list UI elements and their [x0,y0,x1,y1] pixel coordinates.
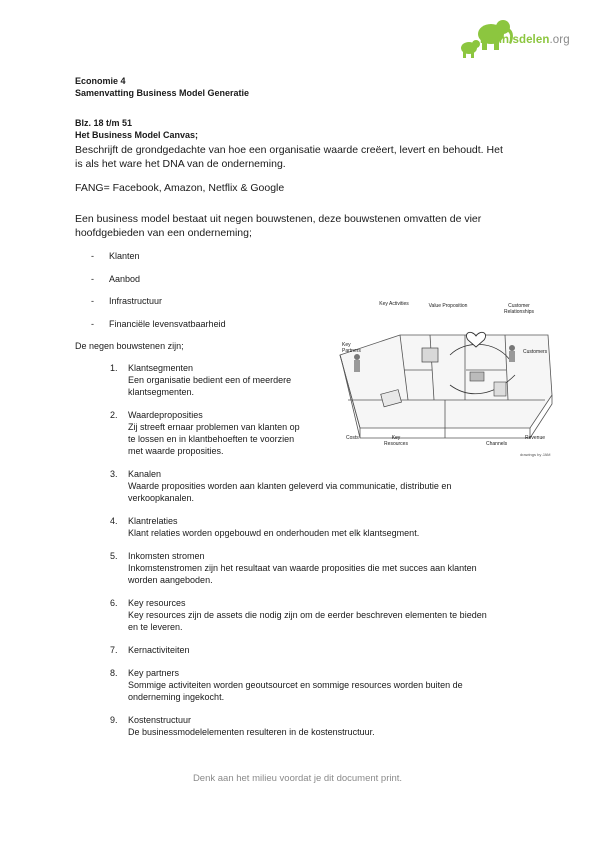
list-item: 3. Kanalen Waarde proposities worden aan klanten geleverd via communicatie, distributie en verkoopkanalen. [110,468,530,504]
item-line: worden aangeboden. [128,575,213,585]
item-title: Key resources [128,598,186,608]
list-item: 9. Kostenstructuur De businessmodelelementen resulteren in de kostenstructuur. [110,714,530,738]
list-item: 5. Inkomsten stromen Inkomstenstromen zijn het resultaat van waarde proposities die met succes aan klanten worden aangeboden. [110,550,530,586]
customer-figure-icon [509,345,515,351]
item-title: Klantrelaties [128,516,178,526]
model-line-2: hoofdgebieden van een onderneming; [75,227,252,239]
footer-note: Denk aan het milieu voordat je dit document print. [192,773,403,784]
drawing-credit: drawings by JAM [520,452,551,457]
label-customer-relationships: Customer Relationships [503,303,535,315]
item-line: Sommige activiteiten worden geoutsourcet en sommige resources worden buiten de [128,680,463,690]
partner-figure-icon [354,354,360,360]
item-title: Klantsegmenten [128,363,194,373]
list-item: 4. Klantrelaties Klant relaties worden opgebouwd en onderhouden met elk klantsegment. [110,515,530,539]
page-range: Blz. 18 t/m 51 [75,118,133,128]
list-item: - Aanbod [91,273,141,284]
section-heading: Het Business Model Canvas; [75,130,199,140]
item-line: Inkomstenstromen zijn het resultaat van waarde proposities die met succes aan klanten [128,563,477,573]
logo-text: Kennisdelen.org [480,34,570,46]
item-line: Klant relaties worden opgebouwd en onderhouden met elk klantsegment. [128,528,420,538]
item-title: Kernactiviteiten [128,645,190,655]
item-line: met waarde proposities. [128,446,224,456]
item-line: verkoopkanalen. [128,493,195,503]
item-title: Waardeproposities [128,410,203,420]
list-item: - Infrastructuur [91,296,163,306]
list-item: - Klanten [91,251,140,261]
course-title: Economie 4 [75,76,126,86]
list-item: 2. Waardeproposities Zij streeft ernaar problemen van klanten op te lossen en in klantbehoeften te voorzien met waarde proposities. [110,409,530,457]
document-subtitle: Samenvatting Business Model Generatie [75,88,250,98]
nine-blocks-intro: De negen bouwstenen zijn; [75,341,184,351]
label-value-proposition: Value Proposition [428,303,468,309]
label-costs: Costs [346,435,359,441]
list-item: 7. Kernactiviteiten [110,644,530,656]
list-item: 8. Key partners Sommige activiteiten worden geoutsourcet en sommige resources worden buiten de onderneming ingekocht. [110,667,530,703]
item-title: Key partners [128,668,180,678]
label-key-partners: Key Partners [342,342,361,354]
label-key-resources: Key Resources [384,435,408,447]
item-line: Key resources zijn de assets die nodig zijn om de eerder beschreven elementen te bieden [128,610,487,620]
item-line: De businessmodelelementen resulteren in de kostenstructuur. [128,727,375,737]
label-revenue: Revenue [525,435,546,441]
intro-line-1: Beschrijft de grondgedachte van hoe een organisatie waarde creëert, levert en behoudt. Het [75,144,503,156]
model-line-1: Een business model bestaat uit negen bouwstenen, deze bouwstenen omvatten de vier [75,213,482,225]
list-item: 6. Key resources Key resources zijn de assets die nodig zijn om de eerder beschreven elementen te bieden en te leveren. [110,597,530,633]
fang-line: FANG= Facebook, Amazon, Netflix & Google [75,182,285,194]
gift-icon [422,348,438,362]
customer-figure-body [509,351,515,362]
kennisdelen-logo [458,14,576,62]
item-line: klantsegmenten. [128,387,195,397]
intro-line-2: is als het ware het DNA van de onderneming. [75,158,286,170]
label-customers: Customers [523,349,548,355]
item-title: Kostenstructuur [128,715,192,725]
nine-building-blocks-list [110,362,530,738]
item-line: Een organisatie bedient een of meerdere [128,375,292,385]
item-line: en te leveren. [128,622,183,632]
label-key-activities: Key Activities [379,301,409,307]
list-item: - Financiële levensvatbaarheid [91,318,226,329]
item-line: Zij streeft ernaar problemen van klanten op [128,422,300,432]
item-title: Inkomsten stromen [128,551,205,561]
item-line: Waarde proposities worden aan klanten geleverd via communicatie, distributie en [128,481,452,491]
list-item: 1. Klantsegmenten Een organisatie bedient een of meerdere klantsegmenten. [110,362,530,398]
item-line: onderneming ingekocht. [128,692,225,702]
building-blocks-areas-list [91,251,226,341]
item-line: te lossen en in klantbehoeften te voorzien [128,434,295,444]
item-title: Kanalen [128,469,162,479]
label-channels: Channels [486,441,508,447]
